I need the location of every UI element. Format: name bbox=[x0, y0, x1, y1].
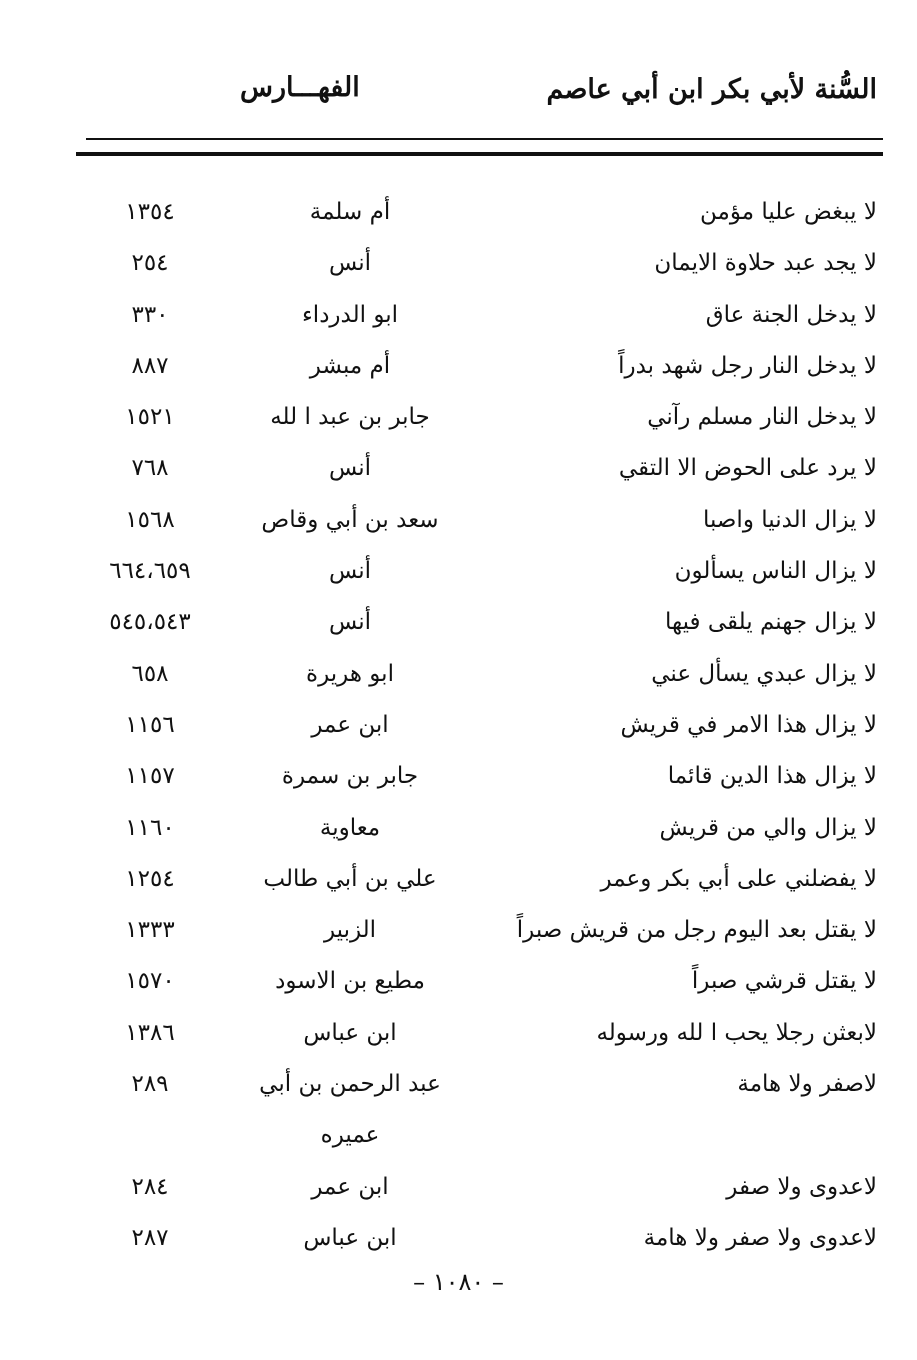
hadith-text: لا يزال جهنم يلقى فيها bbox=[665, 609, 877, 636]
narrator-name: الزبير bbox=[323, 917, 377, 944]
hadith-number: ١٣٣٣ bbox=[125, 917, 175, 944]
page-header bbox=[0, 68, 917, 118]
index-row bbox=[0, 854, 917, 905]
hadith-text: لا يدخل الجنة عاق bbox=[705, 301, 877, 328]
hadith-number: ٦٥٨ bbox=[131, 660, 169, 687]
section-title: الفهـــارس bbox=[240, 72, 360, 103]
hadith-text: لا يزال عبدي يسأل عني bbox=[651, 660, 877, 687]
narrator-name: علي بن أبي طالب bbox=[263, 865, 437, 892]
hadith-number: ١١٥٧ bbox=[125, 763, 175, 790]
narrator-name: أم مبشر bbox=[309, 352, 391, 379]
book-title: السُّنة لأبي بكر ابن أبي عاصم bbox=[546, 74, 877, 105]
hadith-text: لا يرد على الحوض الا التقي bbox=[618, 455, 877, 482]
index-row bbox=[0, 392, 917, 443]
narrator-name: أنس bbox=[328, 558, 372, 585]
narrator-name: أم سلمة bbox=[309, 199, 391, 225]
page-number: – ١٠٨٠ – bbox=[413, 1268, 504, 1296]
hadith-text: لا يجد عبد حلاوة الايمان bbox=[654, 250, 877, 277]
index-row bbox=[0, 1162, 917, 1213]
hadith-number: ١٥٢١ bbox=[125, 404, 175, 431]
hadith-number: ٢٨٩ bbox=[131, 1071, 169, 1098]
narrator-name: أنس bbox=[328, 455, 372, 482]
header-divider-thin bbox=[86, 138, 883, 140]
index-row bbox=[0, 341, 917, 392]
index-row bbox=[0, 905, 917, 956]
hadith-number: ٣٣٠ bbox=[131, 301, 169, 328]
hadith-text: لا يزال الدنيا واصبا bbox=[702, 506, 877, 533]
hadith-number: ١١٥٦ bbox=[125, 711, 175, 738]
narrator-name: ابو الدرداء bbox=[301, 301, 398, 328]
narrator-name: مطيع بن الاسود bbox=[275, 968, 425, 995]
hadith-number: ٨٨٧ bbox=[131, 352, 169, 379]
index-table bbox=[0, 187, 917, 1264]
hadith-text: لا يبغض عليا مؤمن bbox=[700, 199, 877, 225]
hadith-number: ٢٨٧ bbox=[131, 1224, 169, 1251]
hadith-text: لا يزال الناس يسألون bbox=[674, 558, 877, 585]
hadith-text: لاصفر ولا هامة bbox=[737, 1071, 877, 1098]
index-row bbox=[0, 1213, 917, 1264]
narrator-name: أنس bbox=[328, 609, 372, 636]
hadith-number: ١٣٨٦ bbox=[125, 1019, 175, 1046]
hadith-text: لا يفضلني على أبي بكر وعمر bbox=[600, 865, 877, 892]
narrator-name: ابن عمر bbox=[311, 711, 389, 738]
hadith-text: لا يقتل بعد اليوم رجل من قريش صبراً bbox=[516, 917, 877, 944]
hadith-text: لا يزال هذا الدين قائما bbox=[667, 763, 877, 790]
hadith-text: لا يقتل قرشي صبراً bbox=[691, 968, 877, 995]
index-row bbox=[0, 751, 917, 802]
narrator-name: سعد بن أبي وقاص bbox=[261, 506, 439, 533]
hadith-text: لا يزال هذا الامر في قريش bbox=[620, 711, 877, 738]
narrator-name: ابن عمر bbox=[311, 1173, 389, 1200]
index-row bbox=[0, 495, 917, 546]
hadith-number: ١١٦٠ bbox=[125, 814, 175, 841]
index-row bbox=[0, 187, 917, 238]
hadith-number: ١٥٦٨ bbox=[125, 506, 175, 533]
index-row bbox=[0, 649, 917, 700]
hadith-number: ١٣٥٤ bbox=[125, 199, 175, 225]
hadith-number: ٢٨٤ bbox=[131, 1173, 169, 1200]
hadith-text: لا يدخل النار مسلم رآني bbox=[647, 404, 877, 431]
index-row bbox=[0, 803, 917, 854]
narrator-name: جابر بن عبد ا لله bbox=[270, 404, 430, 431]
hadith-text: لابعثن رجلا يحب ا لله ورسوله bbox=[596, 1019, 877, 1046]
hadith-number: ٢٥٤ bbox=[131, 250, 169, 277]
index-row bbox=[0, 443, 917, 494]
index-row bbox=[0, 1059, 917, 1110]
narrator-name: جابر بن سمرة bbox=[281, 763, 419, 790]
narrator-name: ابن عباس bbox=[303, 1224, 397, 1251]
index-row bbox=[0, 956, 917, 1007]
narrator-name: ابن عباس bbox=[303, 1019, 397, 1046]
narrator-name: أنس bbox=[328, 250, 372, 277]
index-row bbox=[0, 290, 917, 341]
index-row bbox=[0, 597, 917, 648]
index-row bbox=[0, 1008, 917, 1059]
hadith-text: لاعدوى ولا صفر ولا هامة bbox=[643, 1224, 877, 1251]
hadith-text: لا يزال والي من قريش bbox=[659, 814, 877, 841]
narrator-name: ابو هريرة bbox=[306, 660, 394, 687]
hadith-number: ١٢٥٤ bbox=[125, 865, 175, 892]
index-row bbox=[0, 546, 917, 597]
hadith-number: ١٥٧٠ bbox=[125, 968, 175, 995]
hadith-text: لا يدخل النار رجل شهد بدراً bbox=[618, 352, 877, 379]
narrator-name: معاوية bbox=[319, 814, 381, 841]
hadith-number: ٦٦٤،٦٥٩ bbox=[109, 558, 191, 585]
hadith-text: لاعدوى ولا صفر bbox=[726, 1173, 877, 1200]
header-divider-thick bbox=[76, 152, 883, 156]
index-row bbox=[0, 1110, 917, 1161]
narrator-name: عميره bbox=[320, 1122, 380, 1149]
hadith-number: ٧٦٨ bbox=[131, 455, 169, 482]
index-row bbox=[0, 238, 917, 289]
hadith-number: ٥٤٥،٥٤٣ bbox=[109, 609, 191, 636]
index-row bbox=[0, 700, 917, 751]
narrator-name: عبد الرحمن بن أبي bbox=[259, 1071, 441, 1098]
